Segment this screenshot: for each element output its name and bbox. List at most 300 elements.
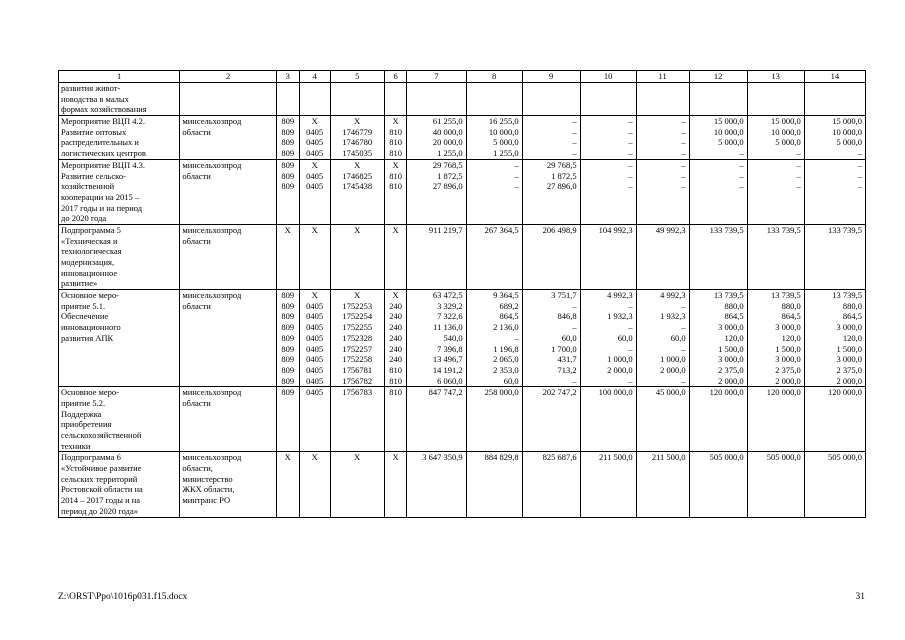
value-line: 1 255,0: [493, 148, 519, 159]
value-line: 15 000,0: [713, 116, 744, 127]
value-cell: [299, 116, 330, 160]
value-line: 60,0: [670, 332, 686, 343]
table-row: [59, 159, 866, 224]
value-cell: [636, 452, 689, 517]
column-number: 7: [407, 71, 466, 83]
value-line: –: [739, 181, 744, 192]
value-cell: [636, 159, 689, 224]
name-line: Подпрограмма 5: [61, 224, 121, 235]
value-line: 810: [389, 170, 402, 181]
value-cell: [384, 387, 407, 452]
value-line: 864,5: [724, 311, 744, 322]
value-cell: [384, 224, 407, 289]
value-line: Х: [284, 452, 291, 463]
value-cell: [804, 83, 865, 116]
value-cell: [384, 116, 407, 160]
value-line: 809: [281, 332, 295, 343]
value-line: Х: [284, 224, 291, 235]
value-cell: [580, 290, 636, 387]
name-line: приобретения: [61, 419, 112, 430]
column-number: 12: [689, 71, 747, 83]
responsible-executor: [180, 159, 276, 224]
column-number: 11: [636, 71, 689, 83]
name-line: 2017 годы и на период: [61, 202, 143, 213]
value-line: –: [681, 300, 686, 311]
value-line: –: [628, 170, 633, 181]
value-line: 540,0: [443, 332, 463, 343]
value-line: 810: [389, 137, 402, 148]
value-line: 10 000,0: [713, 126, 744, 137]
responsible-line: области: [182, 126, 211, 137]
value-line: 809: [281, 159, 295, 170]
program-name: [59, 452, 180, 517]
value-line: 3 751,7: [551, 290, 577, 301]
value-line: 809: [281, 364, 295, 375]
value-line: 40 000,0: [432, 126, 463, 137]
program-name: [59, 224, 180, 289]
value-line: 7 322,6: [437, 311, 463, 322]
value-line: 810: [389, 387, 402, 398]
value-line: 1 255,0: [437, 148, 463, 159]
value-line: 9 364,5: [493, 290, 519, 301]
value-line: 431,7: [557, 354, 577, 365]
value-line: 1752258: [342, 354, 373, 365]
column-number: 13: [747, 71, 804, 83]
value-line: 27 896,0: [546, 181, 577, 192]
value-line: 3 000,0: [718, 322, 744, 333]
responsible-line: минсельхозпрод: [182, 159, 242, 170]
value-line: 2 000,0: [775, 375, 801, 386]
value-line: 211 500,0: [598, 452, 633, 463]
value-line: 1 196,8: [493, 343, 519, 354]
value-line: –: [628, 126, 633, 137]
value-line: 1 872,5: [437, 170, 463, 181]
value-line: Х: [311, 116, 318, 127]
value-line: 120,0: [781, 332, 801, 343]
value-cell: [384, 159, 407, 224]
value-line: –: [628, 159, 633, 170]
value-line: 60,0: [561, 332, 577, 343]
value-line: –: [857, 159, 862, 170]
value-cell: [689, 83, 747, 116]
value-line: 864,5: [499, 311, 519, 322]
value-line: 1752254: [342, 311, 373, 322]
value-line: 1 932,3: [607, 311, 633, 322]
value-line: 133 739,5: [828, 224, 862, 235]
value-cell: [330, 224, 384, 289]
value-line: –: [628, 300, 633, 311]
value-line: 15 000,0: [832, 116, 862, 127]
value-cell: [466, 224, 522, 289]
name-line: 2014 – 2017 годы и на: [61, 495, 141, 506]
value-line: –: [739, 170, 744, 181]
table-row: [59, 116, 866, 160]
value-line: –: [796, 159, 801, 170]
value-cell: [636, 290, 689, 387]
value-line: 15 000,0: [770, 116, 801, 127]
value-line: Х: [392, 290, 399, 301]
value-line: 63 472,5: [432, 290, 463, 301]
value-line: 0405: [306, 311, 324, 322]
value-cell: [522, 452, 580, 517]
value-line: 120 000,0: [709, 387, 744, 398]
header-row: [59, 71, 866, 83]
value-line: –: [572, 126, 577, 137]
name-line: распределительных и: [61, 137, 139, 148]
value-cell: [330, 452, 384, 517]
value-line: 1 000,0: [660, 354, 686, 365]
name-line: кооперации на 2015 –: [61, 191, 140, 202]
value-line: 809: [281, 170, 295, 181]
value-line: 29 768,5: [546, 159, 577, 170]
column-number: 6: [384, 71, 407, 83]
value-cell: [636, 116, 689, 160]
value-cell: [299, 290, 330, 387]
value-cell: [299, 159, 330, 224]
value-line: 505 000,0: [828, 452, 862, 463]
value-line: 1752328: [342, 332, 373, 343]
value-line: Х: [311, 290, 318, 301]
responsible-line: минсельхозпрод: [182, 387, 242, 398]
value-cell: [747, 83, 804, 116]
value-cell: [804, 452, 865, 517]
table-row: [59, 224, 866, 289]
value-line: –: [681, 159, 686, 170]
program-name: [59, 290, 180, 387]
value-line: 10 000,0: [832, 126, 862, 137]
value-cell: [407, 116, 466, 160]
value-line: 0405: [306, 181, 324, 192]
value-line: 911 219,7: [428, 224, 463, 235]
responsible-executor: [180, 387, 276, 452]
value-line: –: [514, 170, 519, 181]
value-line: 1 872,5: [551, 170, 577, 181]
value-line: 27 896,0: [432, 181, 463, 192]
value-line: 133 739,5: [766, 224, 801, 235]
value-cell: [747, 116, 804, 160]
value-line: 1 700,0: [551, 343, 577, 354]
value-line: –: [681, 181, 686, 192]
value-line: Х: [311, 452, 318, 463]
value-line: –: [628, 116, 633, 127]
value-line: 45 000,0: [655, 387, 686, 398]
responsible-line: минсельхозпрод: [182, 452, 242, 463]
value-line: 11 136,0: [433, 322, 463, 333]
value-cell: [689, 387, 747, 452]
name-line: сельскохозяйственной: [61, 430, 142, 440]
value-line: 6 060,0: [437, 375, 463, 386]
value-line: 1756781: [342, 364, 373, 375]
value-line: 7 396,8: [437, 343, 463, 354]
name-line: развития АПК: [61, 332, 114, 343]
value-line: 29 768,5: [432, 159, 463, 170]
value-line: –: [681, 343, 686, 354]
value-line: 5 000,0: [718, 137, 744, 148]
name-line: «Техническая и: [61, 235, 118, 246]
name-line: технологическая: [61, 246, 122, 257]
budget-table: [58, 70, 866, 518]
name-line: Развитие сельско-: [61, 170, 126, 181]
value-cell: [580, 224, 636, 289]
value-line: 0405: [306, 300, 324, 311]
value-cell: [407, 452, 466, 517]
value-line: –: [572, 322, 577, 333]
value-line: 133 739,5: [709, 224, 744, 235]
name-line: хозяйственной: [61, 181, 115, 192]
value-line: 809: [281, 290, 295, 301]
value-line: 0405: [306, 170, 324, 181]
page-number: 31: [855, 592, 865, 602]
name-line: Обеспечение: [61, 311, 109, 322]
value-cell: [804, 290, 865, 387]
table-row: [59, 290, 866, 387]
value-line: 2 000,0: [660, 364, 686, 375]
responsible-executor: [180, 83, 276, 116]
value-cell: [466, 116, 522, 160]
value-cell: [580, 452, 636, 517]
name-line: Основное меро-: [61, 387, 120, 398]
name-line: модернизация,: [61, 257, 115, 267]
name-line: инновационное: [61, 267, 118, 278]
value-line: 809: [281, 387, 295, 398]
value-line: –: [681, 375, 686, 386]
value-line: 864,5: [842, 311, 862, 322]
value-line: 713,2: [557, 364, 577, 375]
value-line: 60,0: [617, 332, 633, 343]
value-line: 2 000,0: [607, 364, 633, 375]
value-line: –: [739, 159, 744, 170]
value-cell: [580, 83, 636, 116]
value-line: 1756783: [342, 387, 373, 398]
value-cell: [466, 387, 522, 452]
value-line: 809: [281, 343, 295, 354]
value-line: 809: [281, 300, 295, 311]
value-line: 1 500,0: [836, 343, 862, 354]
value-line: 809: [281, 148, 295, 159]
value-line: 240: [389, 322, 402, 333]
name-line: инновационного: [61, 322, 121, 333]
value-line: Х: [354, 452, 361, 463]
name-line: приятие 5.1.: [61, 300, 106, 311]
value-line: –: [681, 322, 686, 333]
responsible-executor: [180, 452, 276, 517]
value-line: 880,0: [842, 300, 862, 311]
column-number: 14: [804, 71, 865, 83]
value-cell: [384, 290, 407, 387]
name-line: Поддержка: [61, 408, 102, 419]
value-line: 1 000,0: [607, 354, 633, 365]
value-cell: [804, 116, 865, 160]
name-line: новодства в малых: [61, 93, 129, 104]
name-line: логистических центров: [61, 148, 146, 159]
name-line: «Устойчивое развитие: [61, 463, 142, 474]
file-path: Z:\ORST\Ppo\1016p031.f15.docx: [58, 592, 188, 602]
name-line: Мероприятие ВЦП 4.3.: [61, 159, 145, 170]
value-line: 0405: [306, 148, 324, 159]
value-cell: [276, 387, 299, 452]
value-line: 810: [389, 181, 402, 192]
responsible-line: области: [182, 397, 211, 408]
value-cell: [407, 83, 466, 116]
value-cell: [466, 83, 522, 116]
value-cell: [747, 224, 804, 289]
value-line: 1746780: [342, 137, 373, 148]
value-line: 809: [281, 181, 295, 192]
name-line: сельских территорий: [61, 473, 138, 484]
value-line: 0405: [306, 364, 324, 375]
value-line: 809: [281, 126, 295, 137]
value-line: 0405: [306, 126, 324, 137]
value-line: 5 000,0: [775, 137, 801, 148]
responsible-line: минтранс РО: [182, 495, 231, 506]
value-cell: [522, 224, 580, 289]
value-line: 0405: [306, 343, 324, 354]
value-line: 120,0: [724, 332, 744, 343]
value-line: 2 353,0: [493, 364, 519, 375]
column-number: 8: [466, 71, 522, 83]
value-line: 5 000,0: [836, 137, 862, 148]
value-line: 49 992,3: [655, 224, 686, 235]
value-line: –: [514, 332, 519, 343]
value-cell: [276, 83, 299, 116]
value-cell: [689, 116, 747, 160]
name-line: приятие 5.2.: [61, 397, 106, 408]
value-line: –: [796, 181, 801, 192]
value-line: 240: [389, 354, 402, 365]
responsible-line: области: [182, 170, 211, 181]
name-line: техники: [61, 440, 91, 451]
value-line: –: [796, 148, 801, 159]
value-cell: [747, 452, 804, 517]
value-cell: [689, 290, 747, 387]
value-line: –: [572, 116, 577, 127]
value-line: 13 496,7: [432, 354, 463, 365]
value-line: 3 000,0: [775, 354, 801, 365]
name-line: Развитие оптовых: [61, 126, 127, 137]
value-line: 13 739,5: [713, 290, 744, 301]
value-cell: [330, 83, 384, 116]
value-cell: [522, 387, 580, 452]
value-line: 810: [389, 126, 402, 137]
value-line: 5 000,0: [493, 137, 519, 148]
value-line: 1746779: [342, 126, 373, 137]
value-cell: [407, 159, 466, 224]
value-line: –: [514, 181, 519, 192]
value-cell: [330, 159, 384, 224]
value-line: 100 000,0: [598, 387, 633, 398]
responsible-line: министерство: [182, 473, 233, 484]
value-line: 240: [389, 343, 402, 354]
value-line: 505 000,0: [709, 452, 744, 463]
value-line: –: [628, 181, 633, 192]
value-line: 884 829,8: [484, 452, 519, 463]
value-line: 1 500,0: [718, 343, 744, 354]
value-cell: [580, 116, 636, 160]
value-line: 60,0: [503, 375, 519, 386]
value-line: 13 739,5: [770, 290, 801, 301]
responsible-line: области,: [182, 463, 213, 474]
value-line: 505 000,0: [766, 452, 801, 463]
value-line: 809: [281, 116, 295, 127]
value-line: 202 747,2: [542, 387, 577, 398]
value-cell: [689, 224, 747, 289]
value-line: 2 000,0: [718, 375, 744, 386]
value-line: 1746825: [342, 170, 373, 181]
value-line: 4 992,3: [607, 290, 633, 301]
column-number: 3: [276, 71, 299, 83]
value-cell: [466, 159, 522, 224]
value-line: –: [857, 148, 862, 159]
value-line: –: [572, 137, 577, 148]
program-name: [59, 116, 180, 160]
value-cell: [299, 452, 330, 517]
value-line: –: [572, 148, 577, 159]
column-number: 5: [330, 71, 384, 83]
value-line: 16 255,0: [488, 116, 519, 127]
value-line: –: [681, 116, 686, 127]
value-line: 809: [281, 354, 295, 365]
value-line: –: [572, 375, 577, 386]
name-line: Ростовской области на: [61, 484, 143, 495]
value-cell: [580, 159, 636, 224]
value-cell: [522, 116, 580, 160]
value-line: 880,0: [781, 300, 801, 311]
value-line: Х: [311, 224, 318, 235]
value-line: 846,8: [557, 311, 577, 322]
responsible-line: минсельхозпрод: [182, 116, 242, 127]
value-line: –: [628, 148, 633, 159]
column-number: 1: [59, 71, 180, 83]
value-line: 10 000,0: [770, 126, 801, 137]
value-line: 267 364,5: [484, 224, 519, 235]
name-line: формах хозяйствования: [61, 104, 147, 115]
value-line: 1 500,0: [775, 343, 801, 354]
value-line: Х: [354, 290, 361, 301]
value-cell: [522, 290, 580, 387]
responsible-executor: [180, 224, 276, 289]
value-line: –: [857, 181, 862, 192]
value-cell: [407, 224, 466, 289]
value-line: –: [628, 375, 633, 386]
value-line: 809: [281, 322, 295, 333]
value-line: –: [628, 343, 633, 354]
value-line: –: [857, 170, 862, 181]
value-line: –: [628, 137, 633, 148]
value-line: 0405: [306, 387, 324, 398]
value-line: 2 000,0: [836, 375, 862, 386]
value-cell: [636, 224, 689, 289]
value-cell: [276, 452, 299, 517]
responsible-line: ЖКХ области,: [182, 484, 235, 495]
value-line: 2 375,0: [836, 364, 862, 375]
table-row: [59, 452, 866, 517]
value-cell: [299, 83, 330, 116]
name-line: развития живот-: [61, 83, 121, 93]
responsible-line: минсельхозпрод: [182, 290, 242, 301]
table-row: [59, 387, 866, 452]
value-line: –: [681, 148, 686, 159]
value-line: Х: [354, 224, 361, 235]
column-number: 2: [180, 71, 276, 83]
value-line: 3 647 350,9: [422, 452, 463, 463]
value-cell: [276, 159, 299, 224]
name-line: период до 2020 года»: [61, 505, 139, 516]
value-cell: [276, 224, 299, 289]
value-line: 3 000,0: [836, 354, 862, 365]
value-cell: [384, 452, 407, 517]
value-line: 0405: [306, 137, 324, 148]
value-line: Х: [311, 159, 318, 170]
